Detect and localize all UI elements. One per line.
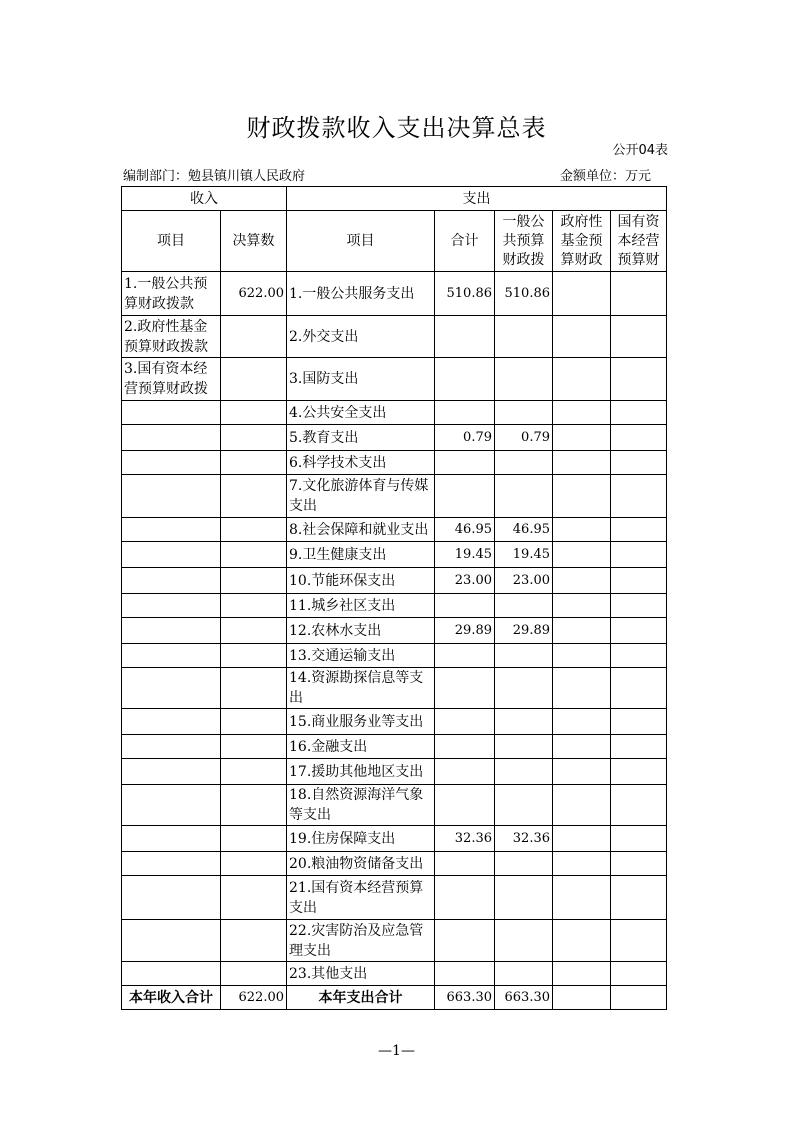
expense-item: 3.国防支出 [287, 358, 435, 401]
expense-total [435, 759, 495, 785]
income-amount [221, 668, 287, 709]
general-budget-amount: 510.86 [495, 272, 553, 316]
table-row [122, 759, 667, 785]
table-row [122, 785, 667, 826]
gov-fund-header: 政府性基金预算财政 [553, 211, 611, 272]
gov-fund-amount [553, 826, 611, 852]
income-item [122, 709, 221, 735]
expense-total [435, 594, 495, 618]
form-code: 公开04表 [612, 143, 668, 158]
income-item [122, 876, 221, 920]
general-budget-header: 一般公共预算财政拨 [495, 211, 553, 272]
state-capital-amount [611, 475, 667, 518]
general-budget-amount [495, 852, 553, 876]
expense-item: 5.教育支出 [287, 425, 435, 451]
table-row [122, 962, 667, 986]
general-budget-total: 663.30 [495, 986, 553, 1010]
general-budget-amount [495, 316, 553, 358]
state-capital-amount [611, 759, 667, 785]
state-capital-amount [611, 272, 667, 316]
state-capital-amount [611, 644, 667, 668]
income-amount [221, 644, 287, 668]
expense-total-label: 本年支出合计 [287, 986, 435, 1010]
table-row [122, 568, 667, 594]
state-capital-amount [611, 542, 667, 568]
expense-total [435, 876, 495, 920]
income-amount [221, 518, 287, 542]
expense-total: 19.45 [435, 542, 495, 568]
expense-item: 21.国有资本经营预算支出 [287, 876, 435, 920]
expense-total [435, 316, 495, 358]
table-row [122, 316, 667, 358]
expense-header: 支出 [287, 187, 667, 211]
expense-item: 18.自然资源海洋气象等支出 [287, 785, 435, 826]
gov-fund-amount [553, 920, 611, 962]
gov-fund-amount [553, 644, 611, 668]
state-capital-amount [611, 876, 667, 920]
income-amount [221, 594, 287, 618]
gov-fund-amount [553, 542, 611, 568]
state-capital-amount [611, 962, 667, 986]
page-title: 财政拨款收入支出决算总表 [246, 114, 547, 142]
table-row [122, 272, 667, 316]
expense-total [435, 401, 495, 425]
income-item [122, 826, 221, 852]
expense-item: 23.其他支出 [287, 962, 435, 986]
general-budget-amount [495, 709, 553, 735]
unit-label: 金额单位：万元 [559, 169, 651, 184]
income-item-header: 项目 [122, 211, 221, 272]
state-capital-amount [611, 358, 667, 401]
gov-fund-amount [553, 518, 611, 542]
general-budget-amount [495, 668, 553, 709]
gov-fund-amount [553, 451, 611, 475]
income-item [122, 920, 221, 962]
table-row [122, 358, 667, 401]
income-item [122, 962, 221, 986]
expense-total: 29.89 [435, 618, 495, 644]
gov-fund-amount [553, 594, 611, 618]
income-item: 1.一般公共预算财政拨款 [122, 272, 221, 316]
state-capital-amount [611, 594, 667, 618]
expense-item: 9.卫生健康支出 [287, 542, 435, 568]
general-budget-amount: 32.36 [495, 826, 553, 852]
expense-total [435, 735, 495, 759]
state-capital-amount [611, 709, 667, 735]
expense-total: 23.00 [435, 568, 495, 594]
expense-total: 0.79 [435, 425, 495, 451]
table-row [122, 542, 667, 568]
gov-fund-amount [553, 401, 611, 425]
state-capital-total [611, 986, 667, 1010]
table-row [122, 709, 667, 735]
general-budget-amount [495, 644, 553, 668]
general-budget-amount [495, 475, 553, 518]
table-row [122, 451, 667, 475]
table-row [122, 876, 667, 920]
expense-total: 510.86 [435, 272, 495, 316]
department-label: 编制部门：勉县镇川镇人民政府 [123, 169, 306, 184]
expense-item-header: 项目 [287, 211, 435, 272]
income-item [122, 668, 221, 709]
expense-grand-total: 663.30 [435, 986, 495, 1010]
gov-fund-amount [553, 709, 611, 735]
table-row [122, 401, 667, 425]
expense-item: 4.公共安全支出 [287, 401, 435, 425]
table-row [122, 826, 667, 852]
income-item [122, 542, 221, 568]
expense-total [435, 962, 495, 986]
state-capital-amount [611, 425, 667, 451]
general-budget-amount [495, 785, 553, 826]
expense-item: 12.农林水支出 [287, 618, 435, 644]
expense-item: 2.外交支出 [287, 316, 435, 358]
table-row [122, 920, 667, 962]
table-row [122, 618, 667, 644]
state-capital-amount [611, 518, 667, 542]
income-amount: 622.00 [221, 272, 287, 316]
income-item [122, 618, 221, 644]
total-header: 合计 [435, 211, 495, 272]
state-capital-amount [611, 316, 667, 358]
table-row [122, 518, 667, 542]
expense-total [435, 358, 495, 401]
expense-item: 1.一般公共服务支出 [287, 272, 435, 316]
table-row [122, 475, 667, 518]
table-row [122, 644, 667, 668]
expense-total [435, 852, 495, 876]
gov-fund-amount [553, 785, 611, 826]
expense-item: 10.节能环保支出 [287, 568, 435, 594]
income-amount [221, 475, 287, 518]
expense-item: 17.援助其他地区支出 [287, 759, 435, 785]
general-budget-amount [495, 735, 553, 759]
income-amount [221, 618, 287, 644]
income-item [122, 425, 221, 451]
general-budget-amount: 19.45 [495, 542, 553, 568]
gov-fund-amount [553, 316, 611, 358]
income-header: 收入 [122, 187, 287, 211]
income-amount [221, 785, 287, 826]
general-budget-amount [495, 451, 553, 475]
table-row [122, 852, 667, 876]
expense-total [435, 668, 495, 709]
table-row [122, 594, 667, 618]
general-budget-amount [495, 594, 553, 618]
income-item [122, 475, 221, 518]
income-item [122, 594, 221, 618]
general-budget-amount: 0.79 [495, 425, 553, 451]
expense-item: 19.住房保障支出 [287, 826, 435, 852]
income-amount [221, 709, 287, 735]
gov-fund-amount [553, 759, 611, 785]
income-amount [221, 316, 287, 358]
state-capital-amount [611, 826, 667, 852]
expense-total [435, 785, 495, 826]
table-row [122, 735, 667, 759]
expense-item: 8.社会保障和就业支出 [287, 518, 435, 542]
income-total-amount: 622.00 [221, 986, 287, 1010]
state-capital-amount [611, 785, 667, 826]
income-amount [221, 852, 287, 876]
gov-fund-amount [553, 668, 611, 709]
income-item [122, 644, 221, 668]
expense-total [435, 451, 495, 475]
state-capital-amount [611, 568, 667, 594]
expense-item: 13.交通运输支出 [287, 644, 435, 668]
expense-item: 11.城乡社区支出 [287, 594, 435, 618]
page-number: —1— [378, 1043, 415, 1059]
state-capital-amount [611, 401, 667, 425]
general-budget-amount: 23.00 [495, 568, 553, 594]
income-item [122, 852, 221, 876]
expense-total: 46.95 [435, 518, 495, 542]
expense-item: 15.商业服务业等支出 [287, 709, 435, 735]
income-item [122, 518, 221, 542]
general-budget-amount [495, 920, 553, 962]
expense-total [435, 475, 495, 518]
gov-fund-amount [553, 475, 611, 518]
income-amount [221, 401, 287, 425]
general-budget-amount [495, 759, 553, 785]
income-item [122, 451, 221, 475]
income-item [122, 785, 221, 826]
state-capital-amount [611, 735, 667, 759]
general-budget-amount [495, 401, 553, 425]
gov-fund-amount [553, 425, 611, 451]
general-budget-amount [495, 358, 553, 401]
income-amount [221, 568, 287, 594]
income-amount [221, 358, 287, 401]
general-budget-amount [495, 962, 553, 986]
income-amount [221, 826, 287, 852]
expense-item: 20.粮油物资储备支出 [287, 852, 435, 876]
income-item [122, 568, 221, 594]
income-total-label: 本年收入合计 [122, 986, 221, 1010]
income-amount [221, 962, 287, 986]
totals-row [122, 986, 667, 1010]
income-amount [221, 451, 287, 475]
state-capital-amount [611, 451, 667, 475]
expense-total [435, 644, 495, 668]
expense-item: 14.资源勘探信息等支出 [287, 668, 435, 709]
income-amount [221, 920, 287, 962]
gov-fund-amount [553, 358, 611, 401]
expense-total: 32.36 [435, 826, 495, 852]
expense-item: 6.科学技术支出 [287, 451, 435, 475]
table-row [122, 425, 667, 451]
general-budget-amount: 29.89 [495, 618, 553, 644]
gov-fund-amount [553, 618, 611, 644]
income-item [122, 759, 221, 785]
gov-fund-amount [553, 272, 611, 316]
gov-fund-total [553, 986, 611, 1010]
income-item: 3.国有资本经营预算财政拨 [122, 358, 221, 401]
income-amount [221, 876, 287, 920]
income-item [122, 401, 221, 425]
income-item: 2.政府性基金预算财政拨款 [122, 316, 221, 358]
expense-total [435, 920, 495, 962]
state-capital-amount [611, 920, 667, 962]
expense-item: 7.文化旅游体育与传媒支出 [287, 475, 435, 518]
table-row [122, 668, 667, 709]
income-amount [221, 759, 287, 785]
gov-fund-amount [553, 568, 611, 594]
state-capital-amount [611, 618, 667, 644]
income-amount [221, 735, 287, 759]
income-amount [221, 425, 287, 451]
gov-fund-amount [553, 962, 611, 986]
budget-table [121, 186, 667, 1010]
final-amount-header: 决算数 [221, 211, 287, 272]
gov-fund-amount [553, 852, 611, 876]
expense-total [435, 709, 495, 735]
general-budget-amount [495, 876, 553, 920]
general-budget-amount: 46.95 [495, 518, 553, 542]
expense-item: 16.金融支出 [287, 735, 435, 759]
expense-item: 22.灾害防治及应急管理支出 [287, 920, 435, 962]
state-capital-header: 国有资本经营预算财 [611, 211, 667, 272]
income-item [122, 735, 221, 759]
gov-fund-amount [553, 876, 611, 920]
state-capital-amount [611, 668, 667, 709]
gov-fund-amount [553, 735, 611, 759]
state-capital-amount [611, 852, 667, 876]
income-amount [221, 542, 287, 568]
